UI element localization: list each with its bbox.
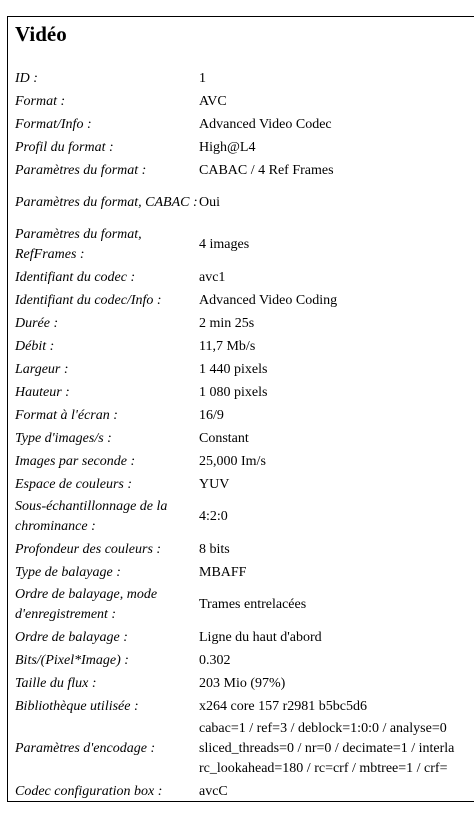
info-row-format-info [15, 113, 474, 136]
row-value [199, 719, 474, 779]
info-row-chroma-subsampling [15, 496, 474, 538]
info-row-display-aspect [15, 404, 474, 427]
section-title: Vidéo [15, 22, 67, 46]
row-label: Format à l'écran : [15, 407, 118, 423]
encoding-settings-line: cabac=1 / ref=3 / deblock=1:0:0 / analyse=0 [199, 721, 447, 736]
row-value: Advanced Video Coding [199, 292, 338, 308]
row-value: High@L4 [199, 139, 256, 155]
row-label: Bibliothèque utilisée : [15, 698, 139, 714]
info-row-stream-size [15, 672, 474, 695]
row-label: Paramètres du format : [15, 162, 147, 178]
row-label: Format/Info : [15, 116, 92, 132]
info-row-color-space [15, 473, 474, 496]
row-label: Format : [15, 93, 66, 109]
row-value: 11,7 Mb/s [199, 338, 256, 354]
row-label: Profondeur des couleurs : [15, 541, 162, 557]
info-row-codec-config-box [15, 780, 474, 803]
row-label: Ordre de balayage : [15, 629, 128, 645]
row-label: Largeur : [15, 361, 69, 377]
row-label: Durée : [15, 315, 59, 331]
row-value: avc1 [199, 269, 226, 285]
info-row-codec-id [15, 266, 474, 289]
info-row-scan-type [15, 561, 474, 584]
row-value: 8 bits [199, 541, 230, 557]
row-value: YUV [199, 476, 230, 492]
row-value: 1 080 pixels [199, 384, 268, 400]
row-label: Bits/(Pixel*Image) : [15, 652, 129, 668]
info-row-format-refframes [15, 224, 474, 266]
row-value: MBAFF [199, 564, 247, 580]
row-label: ID : [15, 70, 38, 86]
row-label: Espace de couleurs : [15, 476, 133, 492]
info-row-codec-id-info [15, 289, 474, 312]
row-label: Codec configuration box : [15, 783, 163, 799]
row-label: Paramètres du format, RefFrames : [15, 227, 142, 262]
info-row-encoding-settings [15, 718, 474, 780]
info-row-framerate [15, 450, 474, 473]
row-value: Trames entrelacées [199, 597, 307, 612]
info-row-scan-order [15, 626, 474, 649]
info-row-format [15, 90, 474, 113]
row-value: avcC [199, 783, 228, 799]
info-row-framerate-mode [15, 427, 474, 450]
row-label: Type d'images/s : [15, 430, 112, 446]
row-value: x264 core 157 r2981 b5bc5d6 [199, 698, 367, 714]
encoding-settings-line: rc_lookahead=180 / rc=crf / mbtree=1 / crf= [199, 761, 448, 776]
row-value: 203 Mio (97%) [199, 675, 286, 691]
row-label: Profil du format : [15, 139, 114, 155]
video-info-panel [7, 16, 474, 802]
row-label: Images par seconde : [15, 453, 136, 469]
info-row-bit-depth [15, 538, 474, 561]
row-label: Identifiant du codec/Info : [15, 292, 162, 308]
row-value: AVC [199, 93, 227, 109]
info-row-height [15, 381, 474, 404]
row-label: Ordre de balayage, mode d'enregistrement : [15, 587, 158, 622]
info-row-format-cabac [15, 182, 474, 224]
info-row-writing-library [15, 695, 474, 718]
info-row-profile [15, 136, 474, 159]
row-label: Sous-échantillonnage de la chrominance : [15, 499, 168, 534]
row-value: 4:2:0 [199, 509, 228, 524]
row-label: Paramètres du format, CABAC : [15, 195, 198, 210]
info-row-id [15, 67, 474, 90]
info-row-bits-pixel-frame [15, 649, 474, 672]
row-label: Paramètres d'encodage : [15, 741, 156, 756]
encoding-settings-line: sliced_threads=0 / nr=0 / decimate=1 / interla [199, 741, 455, 756]
row-value: Ligne du haut d'abord [199, 629, 322, 645]
row-label: Type de balayage : [15, 564, 121, 580]
row-value: Advanced Video Codec [199, 116, 332, 132]
info-row-bitrate [15, 335, 474, 358]
row-value: 16/9 [199, 407, 224, 423]
info-row-scan-order-stored [15, 584, 474, 626]
row-value: 25,000 Im/s [199, 453, 266, 469]
row-value: 0.302 [199, 652, 231, 668]
row-label: Hauteur : [15, 384, 70, 400]
row-label: Taille du flux : [15, 675, 97, 691]
row-value: CABAC / 4 Ref Frames [199, 162, 334, 178]
row-value: Constant [199, 430, 249, 446]
row-value: 2 min 25s [199, 315, 255, 331]
info-table [15, 67, 474, 803]
row-label: Débit : [15, 338, 55, 354]
row-value: Oui [199, 195, 220, 210]
info-row-duration [15, 312, 474, 335]
row-label: Identifiant du codec : [15, 269, 136, 285]
info-row-width [15, 358, 474, 381]
row-value: 1 [199, 70, 206, 86]
row-value: 4 images [199, 237, 250, 252]
row-value: 1 440 pixels [199, 361, 268, 377]
info-row-format-params [15, 159, 474, 182]
